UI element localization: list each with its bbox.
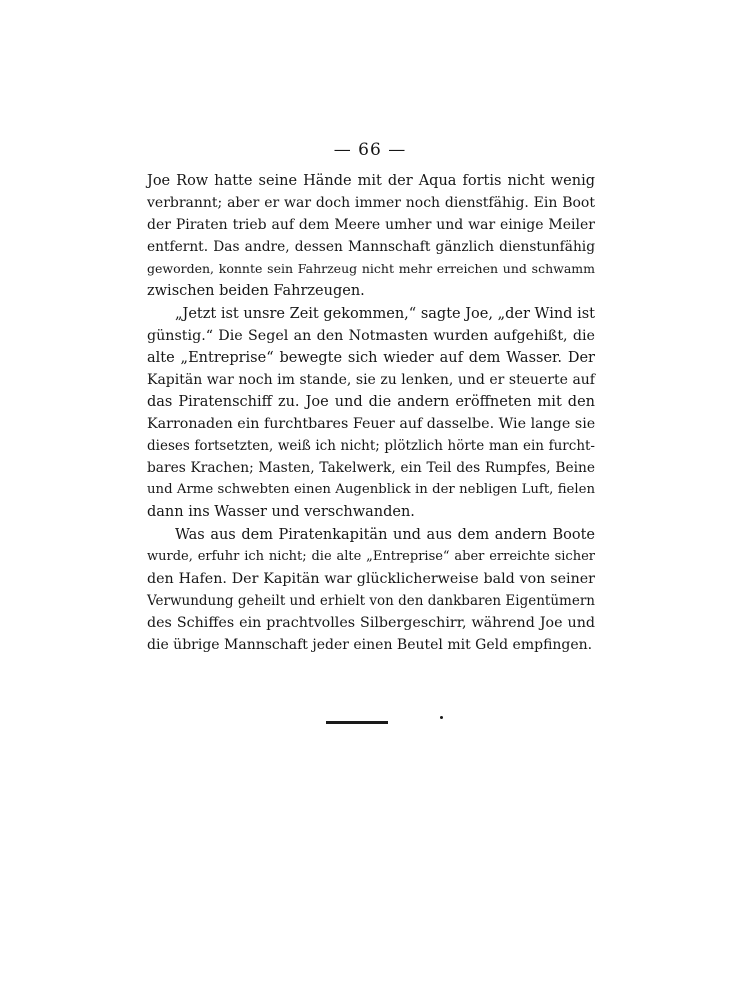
text-line: Was aus dem Piratenkapitän und aus dem andern Boote (175, 526, 595, 543)
ink-speck (440, 716, 443, 719)
text-line: Kapitän war noch im stande, sie zu lenken, und er steuerte auf (147, 371, 595, 388)
text-line: zwischen beiden Fahrzeugen. (147, 283, 365, 300)
text-line: bares Krachen; Masten, Takelwerk, ein Teil des Rumpfes, Beine (147, 460, 595, 477)
text-line: den Hafen. Der Kapitän war glücklicherweise bald von seiner (147, 570, 595, 587)
text-line: Joe Row hatte seine Hände mit der Aqua fortis nicht wenig (147, 173, 595, 189)
body-text (147, 170, 595, 656)
text-line: das Piratenschiff zu. Joe und die andern eröffneten mit den (147, 393, 595, 410)
text-line: die übrige Mannschaft jeder einen Beutel mit Geld empfingen. (147, 636, 593, 653)
text-line: dann ins Wasser und verschwanden. (147, 504, 415, 521)
text-line: und Arme schwebten einen Augenblick in der nebligen Luft, fielen (147, 482, 595, 498)
text-line: des Schiffes ein prachtvolles Silbergeschirr, während Joe und (147, 614, 595, 631)
text-line: verbrannt; aber er war doch immer noch dienstfähig. Ein Boot (147, 195, 595, 212)
text-line: Karronaden ein furchtbares Feuer auf dasselbe. Wie lange sie (147, 416, 596, 433)
text-line: wurde, erfuhr ich nicht; die alte „Entreprise“ aber erreichte sicher (147, 548, 595, 564)
text-line: entfernt. Das andre, dessen Mannschaft gänzlich dienstunfähig (147, 239, 595, 256)
end-rule (326, 721, 388, 724)
text-line: alte „Entreprise“ bewegte sich wieder auf dem Wasser. Der (147, 349, 595, 366)
page-number: — 66 — (333, 140, 407, 160)
text-line: geworden, konnte sein Fahrzeug nicht mehr erreichen und schwamm (147, 261, 595, 277)
text-line: „Jetzt ist unsre Zeit gekommen,“ sagte Joe, „der Wind ist (175, 305, 595, 322)
text-line: Verwundung geheilt und erhielt von den dankbaren Eigentümern (147, 592, 595, 609)
text-line: dieses fortsetzten, weiß ich nicht; plötzlich hörte man ein furcht- (147, 438, 595, 455)
text-line: der Piraten trieb auf dem Meere umher und war einige Meiler (147, 217, 595, 234)
text-line: günstig.“ Die Segel an den Notmasten wurden aufgehißt, die (147, 327, 595, 344)
